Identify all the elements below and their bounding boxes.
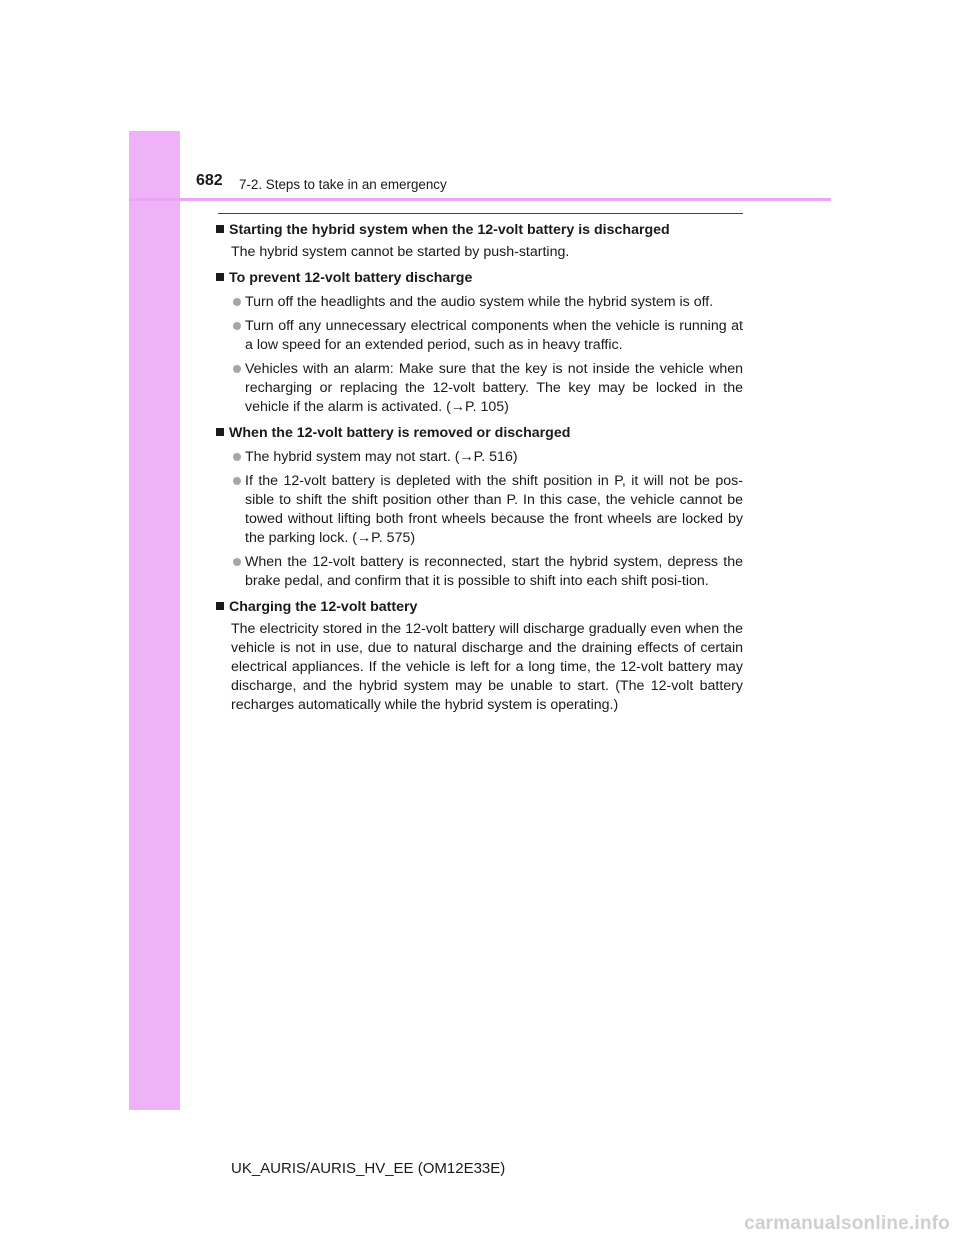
header-divider (129, 198, 831, 201)
circle-bullet-icon (233, 322, 241, 330)
list-item-text: The hybrid system may not start. (→P. 516) (245, 449, 518, 465)
chapter-side-tab (129, 131, 180, 1110)
circle-bullet-icon (233, 453, 241, 461)
list-item (216, 448, 743, 467)
section-heading-text: To prevent 12-volt battery discharge (229, 270, 473, 286)
list-item (216, 317, 743, 355)
content-divider (218, 213, 743, 214)
section-heading (216, 424, 743, 443)
section-paragraph: The hybrid system cannot be started by push-starting. (231, 244, 570, 260)
section-heading (216, 221, 743, 240)
list-item (216, 293, 743, 312)
section-heading-text: Charging the 12-volt battery (229, 599, 418, 615)
circle-bullet-icon (233, 477, 241, 485)
section-heading-text: When the 12-volt battery is removed or discharged (229, 425, 571, 441)
list-item-text: Turn off the headlights and the audio system while the hybrid system is off. (245, 294, 714, 310)
page-content (216, 218, 743, 718)
list-item (216, 472, 743, 548)
section-paragraph: The electricity stored in the 12-volt battery will discharge gradually even when the vehicle is not in use, due to natural discharge and the draining effects of certain electrical appliances. If the vehicle is left for a long time, the 12-volt battery may discharge, and the hybrid system may be unable to start. (The 12-volt battery recharges automatically while the hybrid system is operating.) (231, 621, 743, 713)
square-bullet-icon (216, 225, 224, 233)
circle-bullet-icon (233, 558, 241, 566)
section-heading-text: Starting the hybrid system when the 12-volt battery is discharged (229, 222, 670, 238)
list-item-text: If the 12-volt battery is depleted with the shift position in P, it will not be pos-sible to shift the shift position other than P. In this case, the vehicle cannot be towed without lifting both front wheels because the front wheels are locked by the parking lock. (→P. 575) (245, 473, 743, 546)
section-title: 7-2. Steps to take in an emergency (239, 177, 447, 192)
page-number: 682 (196, 172, 223, 189)
section-heading (216, 269, 743, 288)
circle-bullet-icon (233, 365, 241, 373)
watermark: carmanualsonline.info (744, 1213, 950, 1234)
section-heading (216, 598, 743, 617)
list-item-text: Turn off any unnecessary electrical components when the vehicle is running at a low speed for an extended period, such as in heavy traffic. (245, 318, 743, 353)
square-bullet-icon (216, 602, 224, 610)
list-item (216, 553, 743, 591)
square-bullet-icon (216, 428, 224, 436)
list-item-text: Vehicles with an alarm: Make sure that the key is not inside the vehicle when recharging or replacing the 12-volt battery. The key may be locked in the vehicle if the alarm is activated. (→P. 105) (245, 361, 743, 415)
square-bullet-icon (216, 273, 224, 281)
list-item-text: When the 12-volt battery is reconnected, start the hybrid system, depress the brake pedal, and confirm that it is possible to shift into each shift posi-tion. (245, 554, 743, 589)
circle-bullet-icon (233, 298, 241, 306)
model-code-footer: UK_AURIS/AURIS_HV_EE (OM12E33E) (231, 1160, 506, 1177)
list-item (216, 360, 743, 417)
